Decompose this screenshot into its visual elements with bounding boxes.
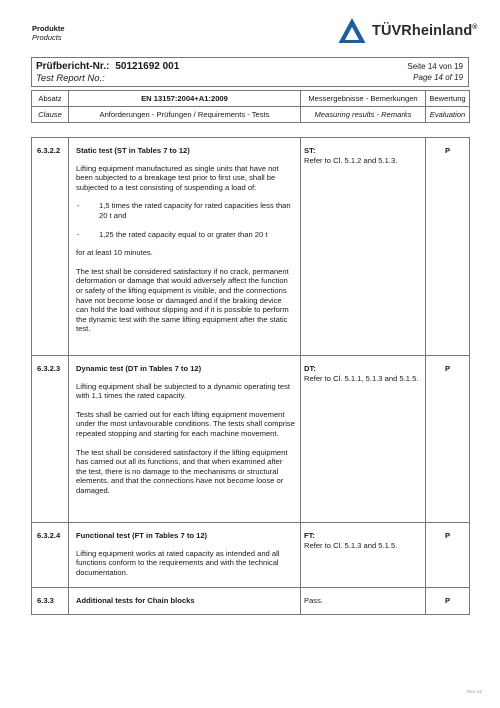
triangle-logo-icon: [337, 16, 367, 46]
evaluation-cell: P: [426, 588, 470, 615]
table-row: [32, 356, 470, 523]
requirement-cell: [69, 138, 301, 356]
result-text: Refer to Cl. 5.1.2 and 5.1.3.: [304, 155, 398, 165]
result-label: DT:: [304, 364, 316, 373]
report-box: [31, 57, 469, 87]
col-results-de: Messergebnisse - Bemerkungen: [301, 91, 426, 107]
paragraph: Tests shall be carried out for each lifting equipment movement under the most unfavourable conditions. The tests shall comprise repeated stopping and starting for each machine movement.: [76, 409, 295, 438]
result-label: ST:: [304, 146, 316, 155]
column-header-row-en: [32, 107, 470, 123]
page-number-de: Seite 14 von 19: [407, 62, 463, 71]
page-number-en: Page 14 of 19: [413, 73, 463, 82]
result-cell: [301, 138, 426, 356]
result-text: Pass.: [304, 596, 323, 605]
result-text: Refer to Cl. 5.1.1, 5.1.3 and 5.1.5.: [304, 373, 419, 383]
paragraph: Lifting equipment works at rated capacity as intended and all functions conform to the requirements and with the technical documentation.: [76, 548, 280, 577]
paragraph: The test shall be considered satisfactory if no crack, permanent deformation or damage that would adversely affect the function or safety of the lifting equipment is visible, and the connections have not become loose or damaged and if the braking device can hold the load without slipping and if it is possible to perform the dynamic test with the same lifting equipment after the static test.: [76, 266, 289, 334]
column-header-table: [31, 90, 470, 123]
paragraph: The test shall be considered satisfactory if the lifting equipment has carried out all its functions, and that when examined after the test, there is no damage to the mechanisms or structural elements, and that the connections have not become loose or damaged.: [76, 447, 288, 495]
paragraph: Lifting equipment shall be subjected to a dynamic operating test with 1,1 times the rated capacity.: [76, 381, 291, 401]
evaluation-cell: P: [426, 138, 470, 356]
result-text: Refer to Cl. 5.1.3 and 5.1.5.: [304, 540, 398, 550]
list-item: - 1,5 times the rated capacity for rated capacities less than 20 t and: [77, 201, 291, 220]
section-number: 6.3.2.2: [32, 138, 69, 356]
col-evaluation-de: Bewertung: [426, 91, 470, 107]
col-results-en: Measuring results - Remarks: [301, 107, 426, 123]
tuv-logo: [337, 14, 478, 48]
report-label-de: Prüfbericht-Nr.:: [36, 61, 110, 72]
list-item: - 1,25 the rated capacity equal to or grater than 20 t: [77, 229, 268, 239]
result-label: FT:: [304, 531, 315, 540]
col-clause-de: Absatz: [32, 91, 69, 107]
evaluation-cell: P: [426, 356, 470, 523]
test-title: Dynamic test (DT in Tables 7 to 12): [76, 364, 202, 373]
requirement-cell: [69, 523, 301, 588]
table-row: [32, 138, 470, 356]
col-requirements: Anforderungen - Prüfungen / Requirements - Tests: [69, 107, 301, 123]
revision-label: Rev. 01: [466, 689, 482, 694]
paragraph: Lifting equipment manufactured as single units that have not been subjected to a breakage test prior to first use, shall be subjected to a test consisting of suspending a load of:: [76, 163, 279, 192]
table-row: [32, 523, 470, 588]
products-label-en: Products: [32, 33, 62, 42]
evaluation-cell: P: [426, 523, 470, 588]
section-number: 6.3.3: [32, 588, 69, 615]
col-standard: EN 13157:2004+A1:2009: [69, 91, 301, 107]
col-evaluation-en: Evaluation: [426, 107, 470, 123]
table-row: [32, 588, 470, 615]
requirement-cell: [69, 588, 301, 615]
test-title: Functional test (FT in Tables 7 to 12): [76, 531, 208, 540]
result-cell: [301, 523, 426, 588]
brand-name: TÜVRheinland®: [372, 23, 478, 39]
result-cell: [301, 356, 426, 523]
section-number: 6.3.2.3: [32, 356, 69, 523]
requirement-cell: [69, 356, 301, 523]
result-cell: [301, 588, 426, 615]
report-number: 50121692 001: [115, 61, 180, 72]
report-number-line: [36, 61, 179, 72]
test-title: Additional tests for Chain blocks: [76, 596, 195, 605]
test-table: [31, 137, 470, 615]
col-clause-en: Clause: [32, 107, 69, 123]
test-title: Static test (ST in Tables 7 to 12): [76, 146, 190, 155]
column-header-row-de: [32, 91, 470, 107]
products-label-de: Produkte: [32, 24, 65, 33]
report-label-en: Test Report No.:: [36, 73, 105, 84]
paragraph: for at least 10 minutes.: [76, 248, 153, 258]
section-number: 6.3.2.4: [32, 523, 69, 588]
